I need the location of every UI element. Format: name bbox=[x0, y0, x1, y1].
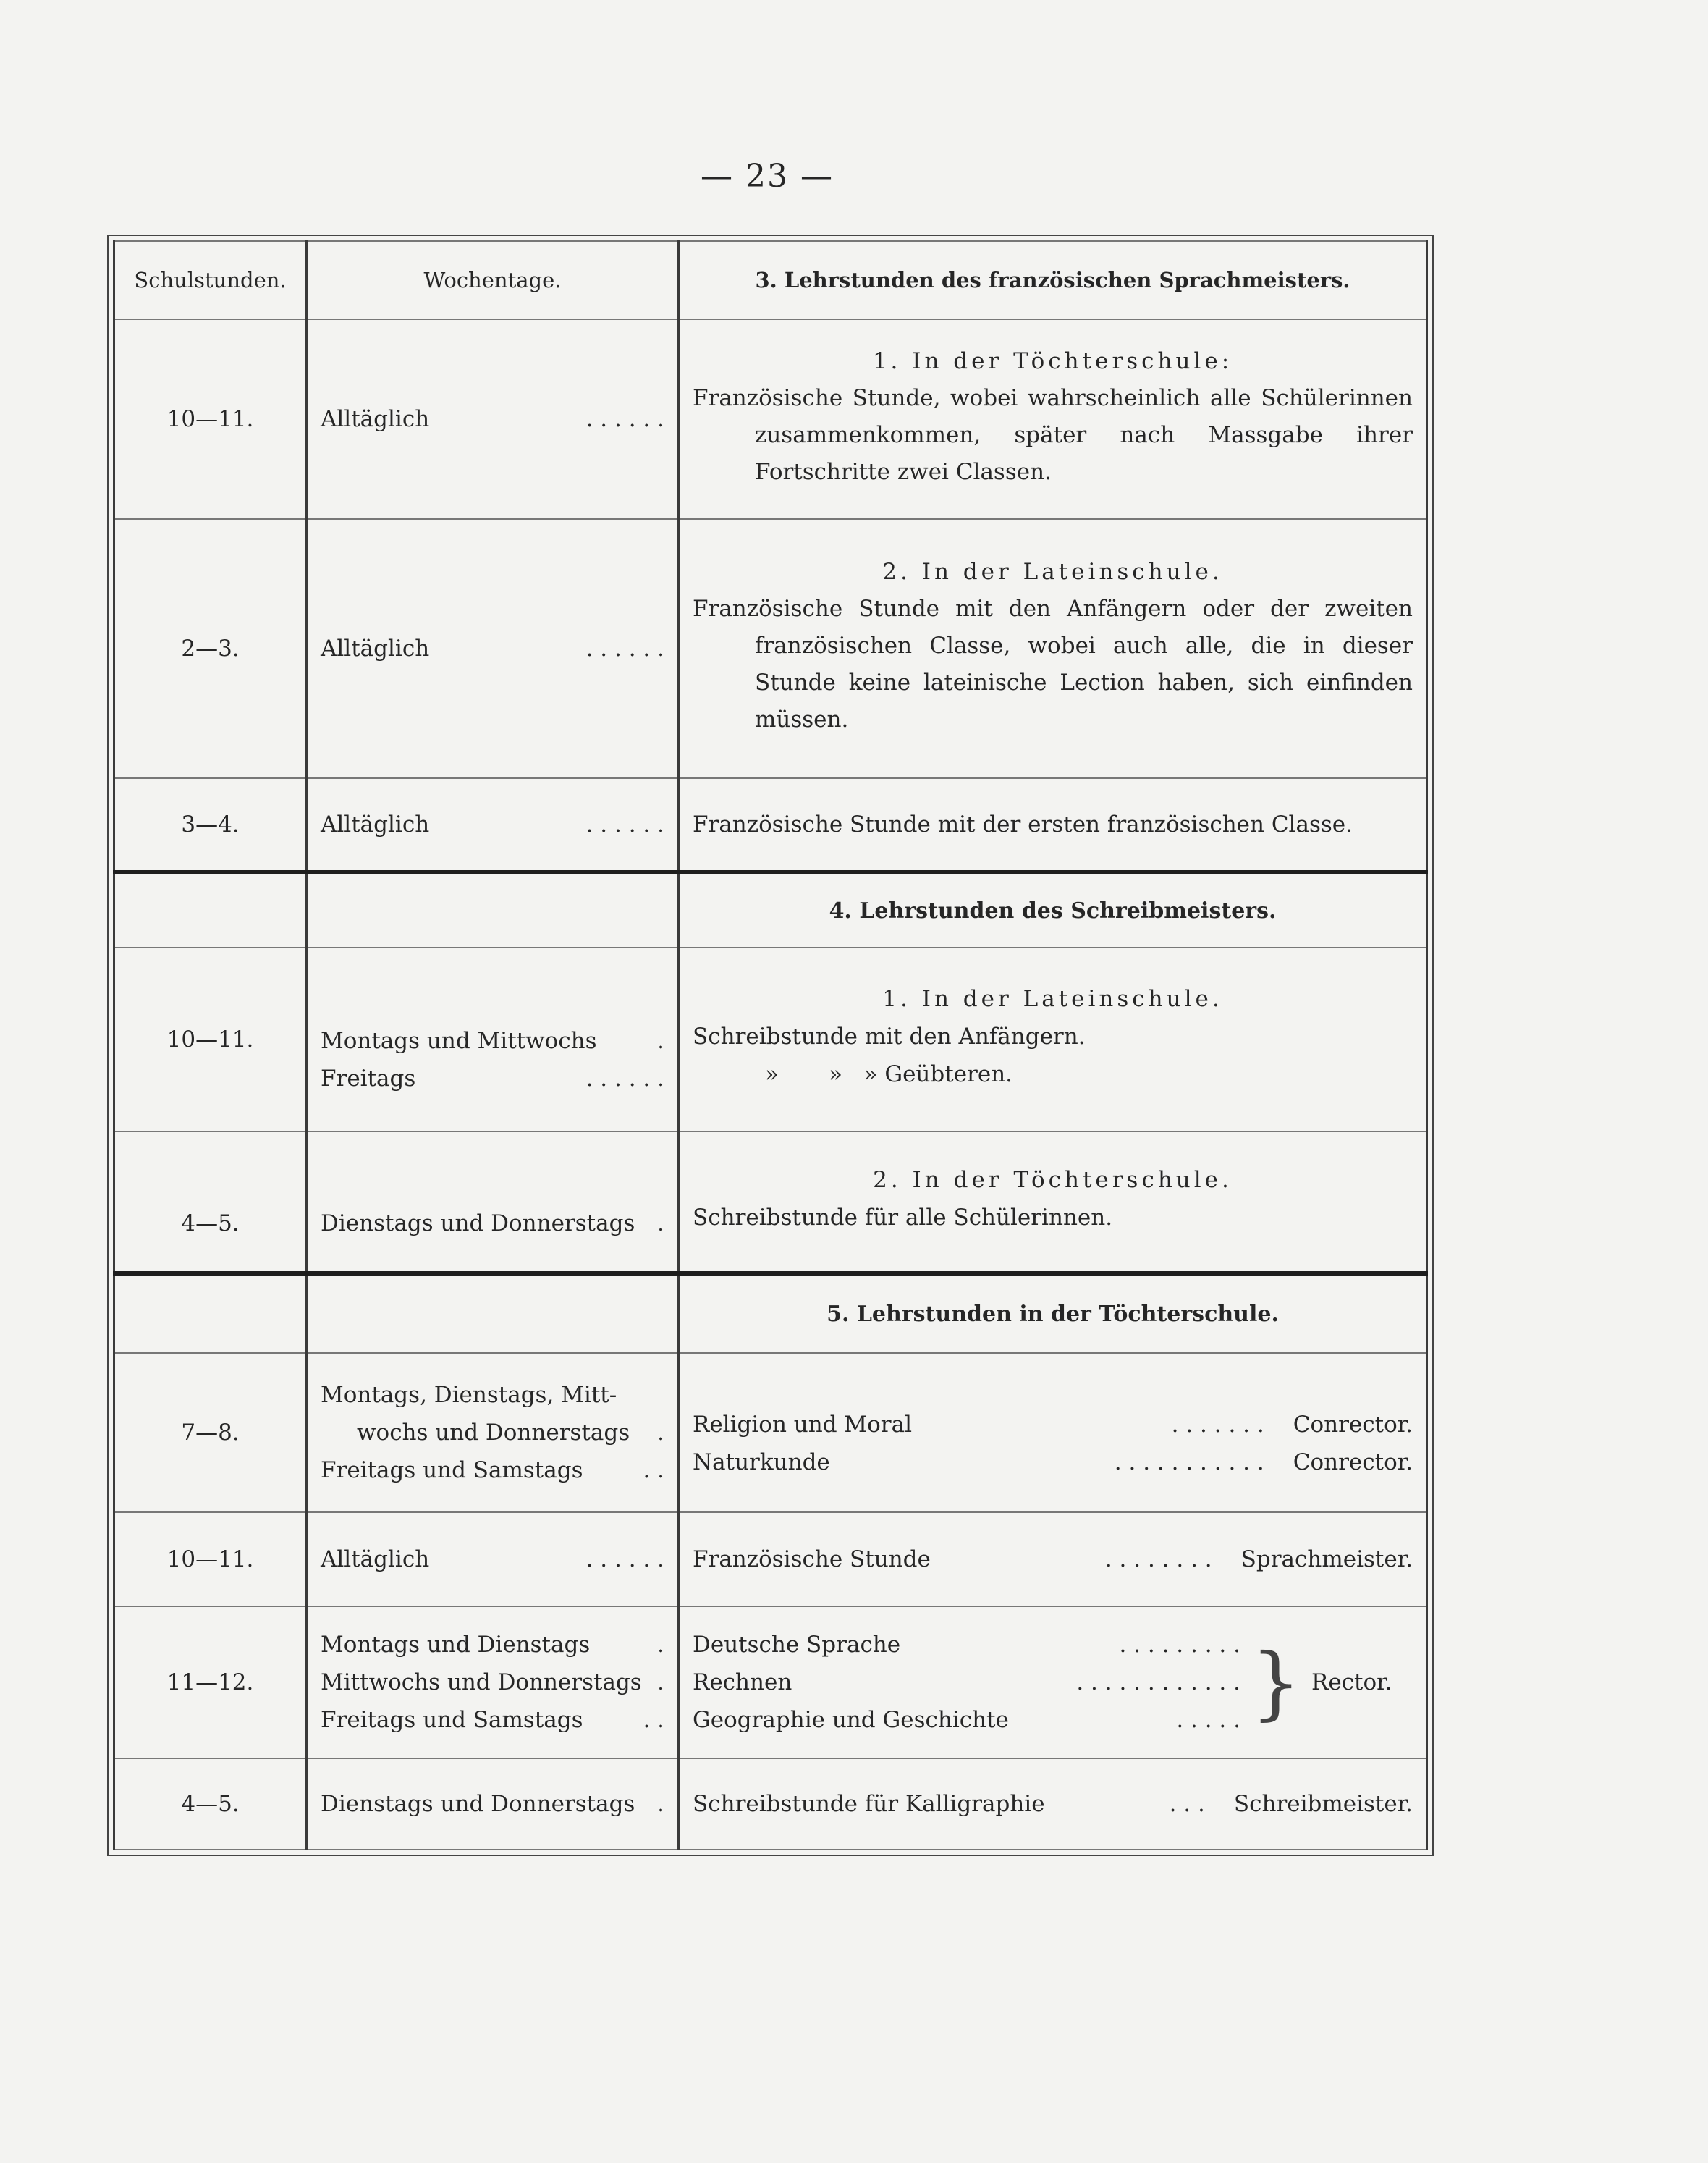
hours-cell: 7—8. bbox=[114, 1353, 307, 1512]
days-cell bbox=[307, 1606, 679, 1758]
leader-dots: . bbox=[657, 1028, 664, 1054]
table-row bbox=[114, 1131, 1427, 1273]
days-cell bbox=[307, 1131, 679, 1273]
subheading: 2. In der Töchterschule. bbox=[873, 1167, 1233, 1193]
section-heading-row bbox=[114, 872, 1427, 948]
leader-dots: . . . . . . bbox=[585, 636, 664, 662]
days-label: Freitags und Samstags bbox=[321, 1707, 583, 1733]
schedule-table bbox=[113, 240, 1428, 1850]
description-cell bbox=[679, 1606, 1427, 1758]
days-label: Alltäglich bbox=[321, 406, 430, 432]
subheading: 1. In der Töchterschule: bbox=[872, 347, 1233, 374]
teacher: Conrector. bbox=[1293, 1449, 1413, 1475]
section5-title: 5. Lehrstunden in der Töchterschule. bbox=[679, 1273, 1427, 1353]
leader-dots: . . . . . . bbox=[585, 1066, 664, 1092]
page-number: — 23 — bbox=[701, 158, 834, 195]
teacher: Sprachmeister. bbox=[1240, 1546, 1413, 1572]
teacher: Conrector. bbox=[1293, 1412, 1413, 1438]
description-cell bbox=[679, 1353, 1427, 1512]
days-cell bbox=[307, 948, 679, 1131]
subheading: 1. In der Lateinschule. bbox=[882, 986, 1223, 1012]
days-cell bbox=[307, 1353, 679, 1512]
header-row bbox=[114, 241, 1427, 319]
description-line: Schreibstunde für alle Schülerinnen. bbox=[693, 1205, 1113, 1231]
subject: Schreibstunde für Kalligraphie bbox=[693, 1791, 1045, 1817]
hours-cell: 4—5. bbox=[114, 1758, 307, 1850]
table-row bbox=[114, 1758, 1427, 1850]
table-row bbox=[114, 519, 1427, 778]
hours-cell: 2—3. bbox=[114, 519, 307, 778]
right-brace-icon: } bbox=[1251, 1636, 1301, 1729]
days-label: Montags und Dienstags bbox=[321, 1632, 591, 1658]
description-cell bbox=[679, 319, 1427, 519]
days-label: Alltäglich bbox=[321, 636, 430, 662]
days-label: Mittwochs und Donnerstags bbox=[321, 1669, 642, 1695]
subject: Deutsche Sprache bbox=[693, 1632, 901, 1658]
table-row bbox=[114, 948, 1427, 1131]
days-cell bbox=[307, 1758, 679, 1850]
header-hours: Schulstunden. bbox=[114, 241, 307, 319]
hours-cell: 10—11. bbox=[114, 319, 307, 519]
leader-dots: . . . . . . bbox=[585, 811, 664, 838]
leader-dots: . . bbox=[643, 1457, 664, 1483]
teacher: Schreibmeister. bbox=[1233, 1791, 1413, 1817]
subheading: 2. In der Lateinschule. bbox=[882, 559, 1223, 585]
table-row bbox=[114, 1606, 1427, 1758]
days-label: Alltäglich bbox=[321, 811, 430, 838]
teacher: Rector. bbox=[1311, 1669, 1392, 1695]
description-cell bbox=[679, 1758, 1427, 1850]
hours-cell: 4—5. bbox=[114, 1131, 307, 1273]
days-label: Montags und Mittwochs bbox=[321, 1028, 597, 1054]
description-text: Französische Stunde mit der ersten französischen Classe. bbox=[679, 778, 1427, 872]
days-cell bbox=[307, 519, 679, 778]
days-label: Montags, Dienstags, Mitt- bbox=[321, 1382, 617, 1408]
subject: Geographie und Geschichte bbox=[693, 1707, 1009, 1733]
table-row bbox=[114, 1512, 1427, 1606]
description-line: Geübteren. bbox=[884, 1061, 1013, 1087]
leader-dots: . bbox=[657, 1632, 664, 1658]
days-cell bbox=[307, 1512, 679, 1606]
description-text: Französische Stunde, wobei wahrscheinlich alle Schülerinnen zusammenkommen, später nach Massgabe ihrer Fortschritte zwei Classen. bbox=[693, 384, 1413, 485]
subject: Französische Stunde bbox=[693, 1546, 931, 1572]
ditto-marks: » » » bbox=[765, 1061, 878, 1087]
description-cell bbox=[679, 519, 1427, 778]
days-label: Dienstags und Donnerstags bbox=[321, 1210, 635, 1236]
leader-dots: . bbox=[657, 1420, 664, 1446]
leader-dots: . . . . . . . . bbox=[1104, 1546, 1212, 1572]
leader-dots: . . . . . . . bbox=[1171, 1412, 1264, 1438]
hours-cell: 11—12. bbox=[114, 1606, 307, 1758]
hours-cell: 3—4. bbox=[114, 778, 307, 872]
leader-dots: . bbox=[657, 1791, 664, 1817]
description-cell bbox=[679, 1131, 1427, 1273]
days-label: Freitags und Samstags bbox=[321, 1457, 583, 1483]
subject: Rechnen bbox=[693, 1669, 792, 1695]
subject: Religion und Moral bbox=[693, 1412, 913, 1438]
days-label: wochs und Donnerstags bbox=[357, 1420, 630, 1446]
days-cell bbox=[307, 778, 679, 872]
table-row bbox=[114, 778, 1427, 872]
description-text: Französische Stunde mit den Anfängern oder der zweiten französischen Classe, wobei auch alle, die in dieser Stunde keine lateinische Lection haben, sich einfinden müssen. bbox=[693, 596, 1413, 733]
description-line: Schreibstunde mit den Anfängern. bbox=[693, 1024, 1086, 1050]
leader-dots: . . . . . . . . . . . bbox=[1114, 1449, 1264, 1475]
leader-dots: . bbox=[657, 1210, 664, 1236]
header-weekdays: Wochentage. bbox=[307, 241, 679, 319]
section3-title: 3. Lehrstunden des französischen Sprachmeisters. bbox=[679, 241, 1427, 319]
section4-title: 4. Lehrstunden des Schreibmeisters. bbox=[679, 872, 1427, 948]
leader-dots: . . . . . . bbox=[585, 1546, 664, 1572]
subject: Naturkunde bbox=[693, 1449, 830, 1475]
description-cell bbox=[679, 948, 1427, 1131]
days-label: Freitags bbox=[321, 1066, 416, 1092]
leader-dots: . bbox=[657, 1669, 664, 1695]
leader-dots: . . . . . . . . . . . . bbox=[1076, 1669, 1240, 1695]
days-label: Alltäglich bbox=[321, 1546, 430, 1572]
leader-dots: . . . . . . . . . bbox=[1119, 1632, 1240, 1658]
leader-dots: . . . . . bbox=[1176, 1707, 1240, 1733]
hours-cell: 10—11. bbox=[114, 948, 307, 1131]
section-heading-row bbox=[114, 1273, 1427, 1353]
days-cell bbox=[307, 319, 679, 519]
table-row bbox=[114, 319, 1427, 519]
days-label: Dienstags und Donnerstags bbox=[321, 1791, 635, 1817]
leader-dots: . . bbox=[643, 1707, 664, 1733]
leader-dots: . . . . . . bbox=[585, 406, 664, 432]
description-cell bbox=[679, 1512, 1427, 1606]
leader-dots: . . . bbox=[1169, 1791, 1205, 1817]
hours-cell: 10—11. bbox=[114, 1512, 307, 1606]
table-row bbox=[114, 1353, 1427, 1512]
